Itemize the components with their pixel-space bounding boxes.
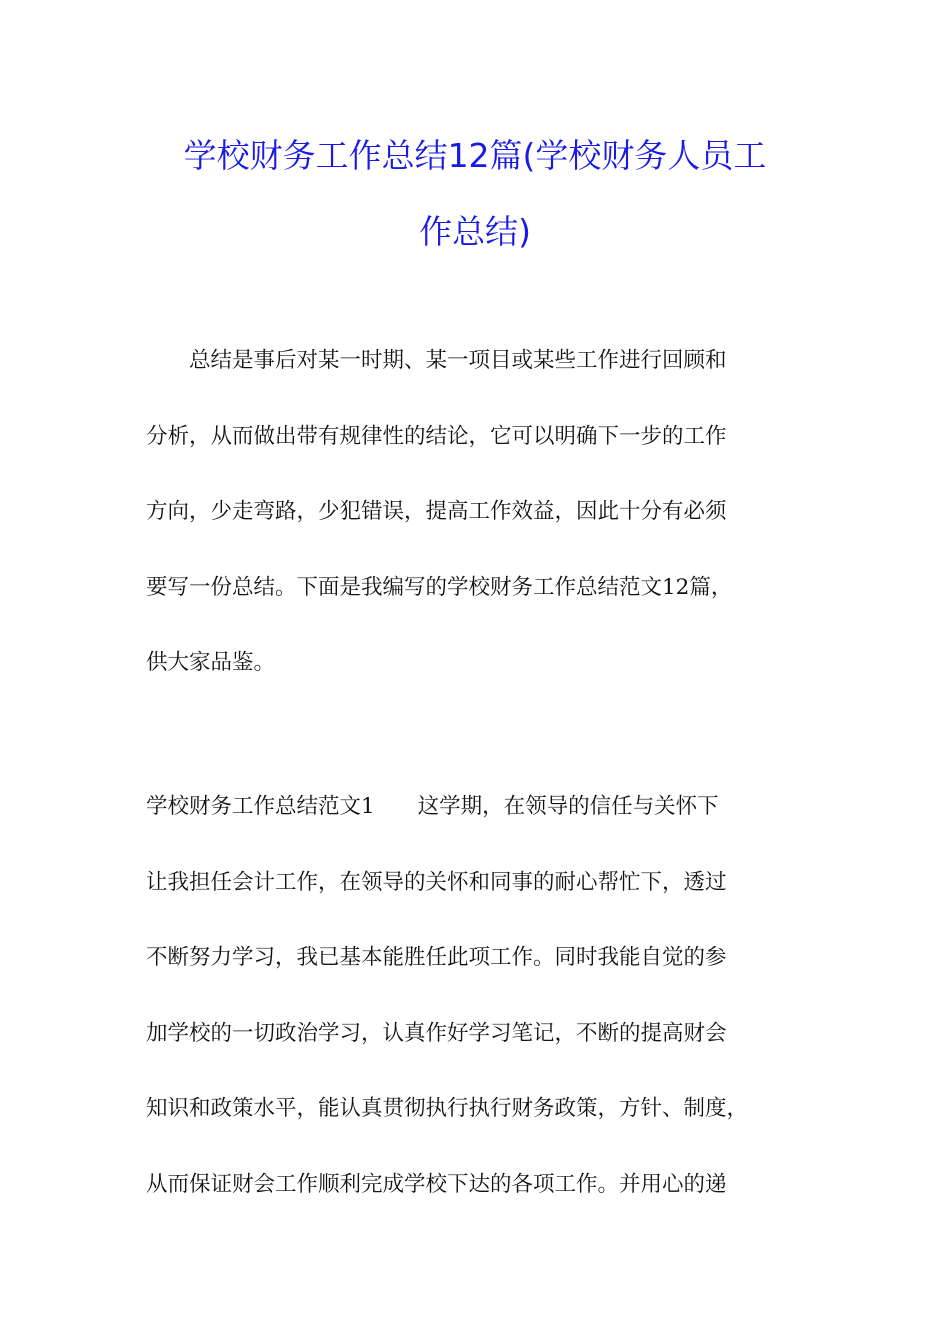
intro-line-3: 方向，少走弯路，少犯错误，提高工作效益，因此十分有必须: [146, 499, 727, 524]
intro-paragraph: [146, 323, 836, 701]
essay-line-3: 不断努力学习，我已基本能胜任此项工作。同时我能自觉的参: [146, 945, 727, 970]
essay-line-1: 学校财务工作总结范文1 这学期，在领导的信任与关怀下: [146, 794, 719, 819]
essay-line-4: 加学校的一切政治学习，认真作好学习笔记，不断的提高财会: [146, 1020, 727, 1046]
essay-line-5: 知识和政策水平，能认真贯彻执行执行财务政策，方针、制度，: [146, 1096, 749, 1121]
essay-line-6: 从而保证财会工作顺利完成学校下达的各项工作。并用心的递: [146, 1171, 727, 1197]
intro-line-1: 总结是事后对某一时期、某一项目或某些工作进行回顾和: [146, 348, 727, 373]
intro-line-2: 分析，从而做出带有规律性的结论，它可以明确下一步的工作: [146, 423, 727, 449]
title-line-1: 学校财务工作总结12篇(学校财务人员工: [183, 136, 767, 175]
intro-line-4: 要写一份总结。下面是我编写的学校财务工作总结范文12篇，: [146, 574, 733, 600]
essay-paragraph: [146, 769, 836, 1222]
title-line-2: 作总结): [419, 212, 531, 251]
intro-line-5: 供大家品鉴。: [146, 650, 276, 675]
document-title: [120, 118, 830, 270]
essay-line-2: 让我担任会计工作，在领导的关怀和同事的耐心帮忙下，透过: [146, 869, 727, 895]
